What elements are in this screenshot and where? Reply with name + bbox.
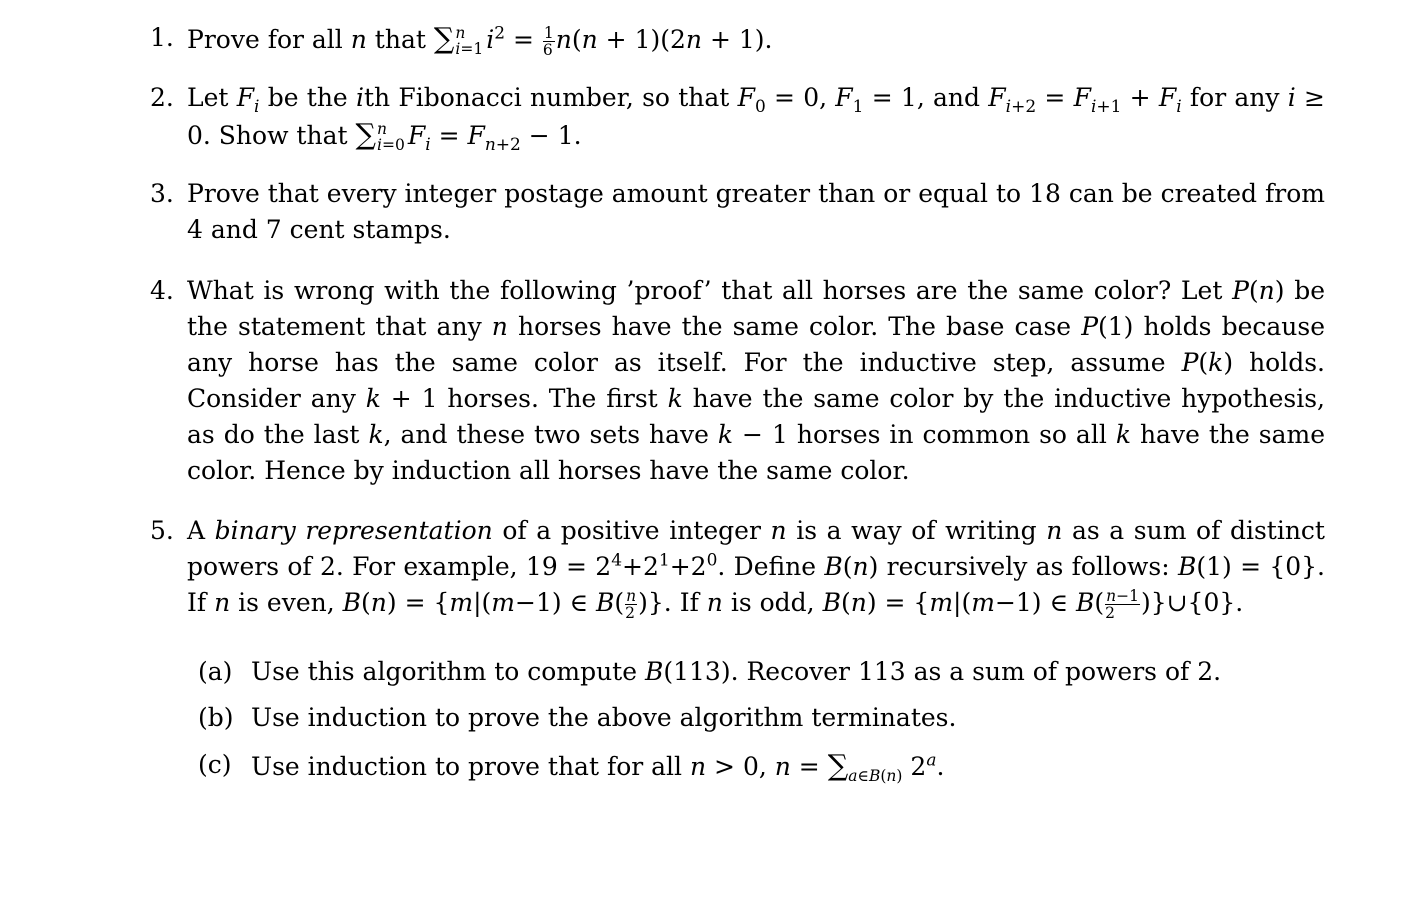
subpart-text: Use induction to prove the above algorithm terminates.: [251, 703, 957, 732]
subpart-label: (a): [198, 657, 233, 686]
problem-number: 5.: [150, 516, 174, 545]
problem-1: [150, 20, 1325, 58]
subpart-text: Use induction to prove that for all n > 0, $n = \sum_{a\in B(n)}$ 2$^a$.: [251, 748, 945, 785]
problem-2: [150, 80, 1325, 154]
subpart-text: Use this algorithm to compute B(113). Recover 113 as a sum of powers of 2.: [251, 657, 1222, 686]
problem-text: A binary representation of a positive integer n is a way of writing n as a sum of distinct powers of 2. For example, $19 = 2^4+2^1+2^0$. Define B(n) recursively as follows: B(1) = {0}. If n is even, B(n) = {m|(m−1) ∈ B( $\frac{n}{2}$ )}. If n is odd, B(n) = {m|(m−1) ∈ B( $\frac{n-1}{2}$ )}∪{0}.: [187, 516, 1326, 622]
subpart-label: (b): [198, 703, 234, 732]
subpart-b: [198, 700, 1318, 736]
subpart-a: [198, 654, 1318, 690]
problem-5: [150, 513, 1325, 621]
problem-text: What is wrong with the following ’proof’ that all horses are the same color? Let P(n) be the statement that any n horses have the same color. The base case P(1) holds because any horse has the same color as itself. For the inductive step, assume P(k) holds. Consider any k + 1 horses. The first k have the same color by the inductive hypothesis, as do the last k, and these two sets have k − 1 horses in common so all k have the same color. Hence by induction all horses have the same color.: [187, 276, 1326, 485]
problem-text: Prove for all n that ∑ n i=1 $i^2$ = $\frac{1}{6}$ n(n + 1)(2n + 1).: [187, 21, 773, 59]
problem-4: [150, 273, 1325, 489]
subpart-label: (c): [198, 750, 232, 779]
problem-text: Let $F_i$ be the ith Fibonacci number, so that $F_0 = 0$, $F_1 = 1$, and $F_{i+2} = F_{i+1} + F_i$ for any i ≥ 0. Show that ∑ n i=0 $F_i = F_{n+2} - 1$.: [187, 83, 1325, 155]
subpart-c: [198, 747, 1318, 785]
problem-number: 4.: [150, 276, 174, 305]
problem-number: 3.: [150, 179, 174, 208]
problem-number: 2.: [150, 83, 174, 112]
problem-text: Prove that every integer postage amount greater than or equal to 18 can be created from 4 and 7 cent stamps.: [187, 179, 1325, 244]
problem-number: 1.: [150, 23, 174, 52]
problem-3: [150, 176, 1325, 248]
